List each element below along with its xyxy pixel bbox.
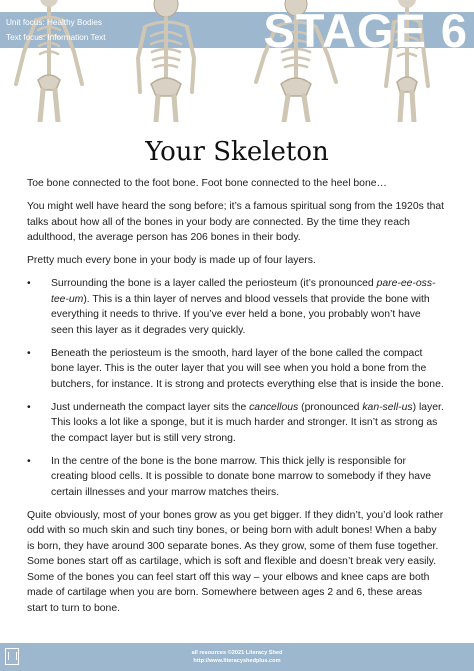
page-title: Your Skeleton [145,137,329,167]
bullet-marker: • [27,401,31,413]
bullet-text: Just underneath the compact layer sits the cancellous (pronounced kan-sell-us) layer. This looks a lot like a sponge, but it is much harder and stronger. It isn’t as strong as the compact layer but is still very strong. [51,401,444,444]
stage-label: STAGE 6 [263,4,468,57]
paragraph-intro: Toe bone connected to the foot bone. Foot bone connected to the heel bone… [27,178,387,189]
unit-focus: Unit focus: Healthy Bodies [6,18,103,27]
bullet-text: Surrounding the bone is a layer called the periosteum (it’s pronounced pare-ee-oss-tee-um). This is a thin layer of nerves and blood vessels that provide the bone with everything it needs to thrive. If you’ve ever held a bone, you probably won’t have seen this layer as it degrades very quickly. [51,278,436,336]
skeleton-illustration-2 [118,0,214,122]
website-link[interactable]: http://www.literacyshedplus.com [193,658,281,664]
list-item [27,346,445,393]
paragraph-layers: Pretty much every bone in your body is made up of four layers. [27,255,316,266]
bullet-marker: • [27,455,31,467]
copyright-text: all resources ©2021 Literacy Shed [191,650,283,656]
header-banner [0,0,474,122]
paragraph-growth: Quite obviously, most of your bones grow as you get bigger. If they didn’t, you’d look rather odd with so much skin and such tiny bones, or being born with adult bones! When a baby is born, they have around 300 separate bones. As they grow, some of them fuse together. Some bones start off as cartilage, which is soft and flexible and doesn’t break very easily. Some of the bones you can feel start off this way – your elbows and knee caps are both made of cartilage when you are born. Somewhere between ages 2 and 6, these areas start to turn to bone. [27,509,444,614]
bullet-marker: • [27,278,31,289]
text-focus: Text focus: Information Text [6,33,106,42]
paragraph-song: You might well have heard the song before; it’s a famous spiritual song from the 1920s that talks about how all of the bones in your body are connected. By the time they reach adulthood, the average person has 206 bones in their body. [27,201,445,243]
footer-bar [0,643,474,671]
article-body [27,176,445,624]
bullet-marker: • [27,347,31,359]
bullet-text: Beneath the periosteum is the smooth, hard layer of the bone called the compact bone layer. This is the outer layer that you will see when you hold a bone from the butchers, for instance. It is strong and protects everything else that is inside the bone. [51,347,444,390]
list-item [27,276,445,338]
footer-text [0,649,474,665]
list-item [27,454,445,501]
focus-lines [6,15,106,45]
list-item [27,400,445,447]
bullet-text: In the centre of the bone is the bone marrow. This thick jelly is responsible for creating blood cells. It is possible to donate bone marrow to somebody if they have certain illnesses and your marrow matches theirs. [51,455,432,498]
